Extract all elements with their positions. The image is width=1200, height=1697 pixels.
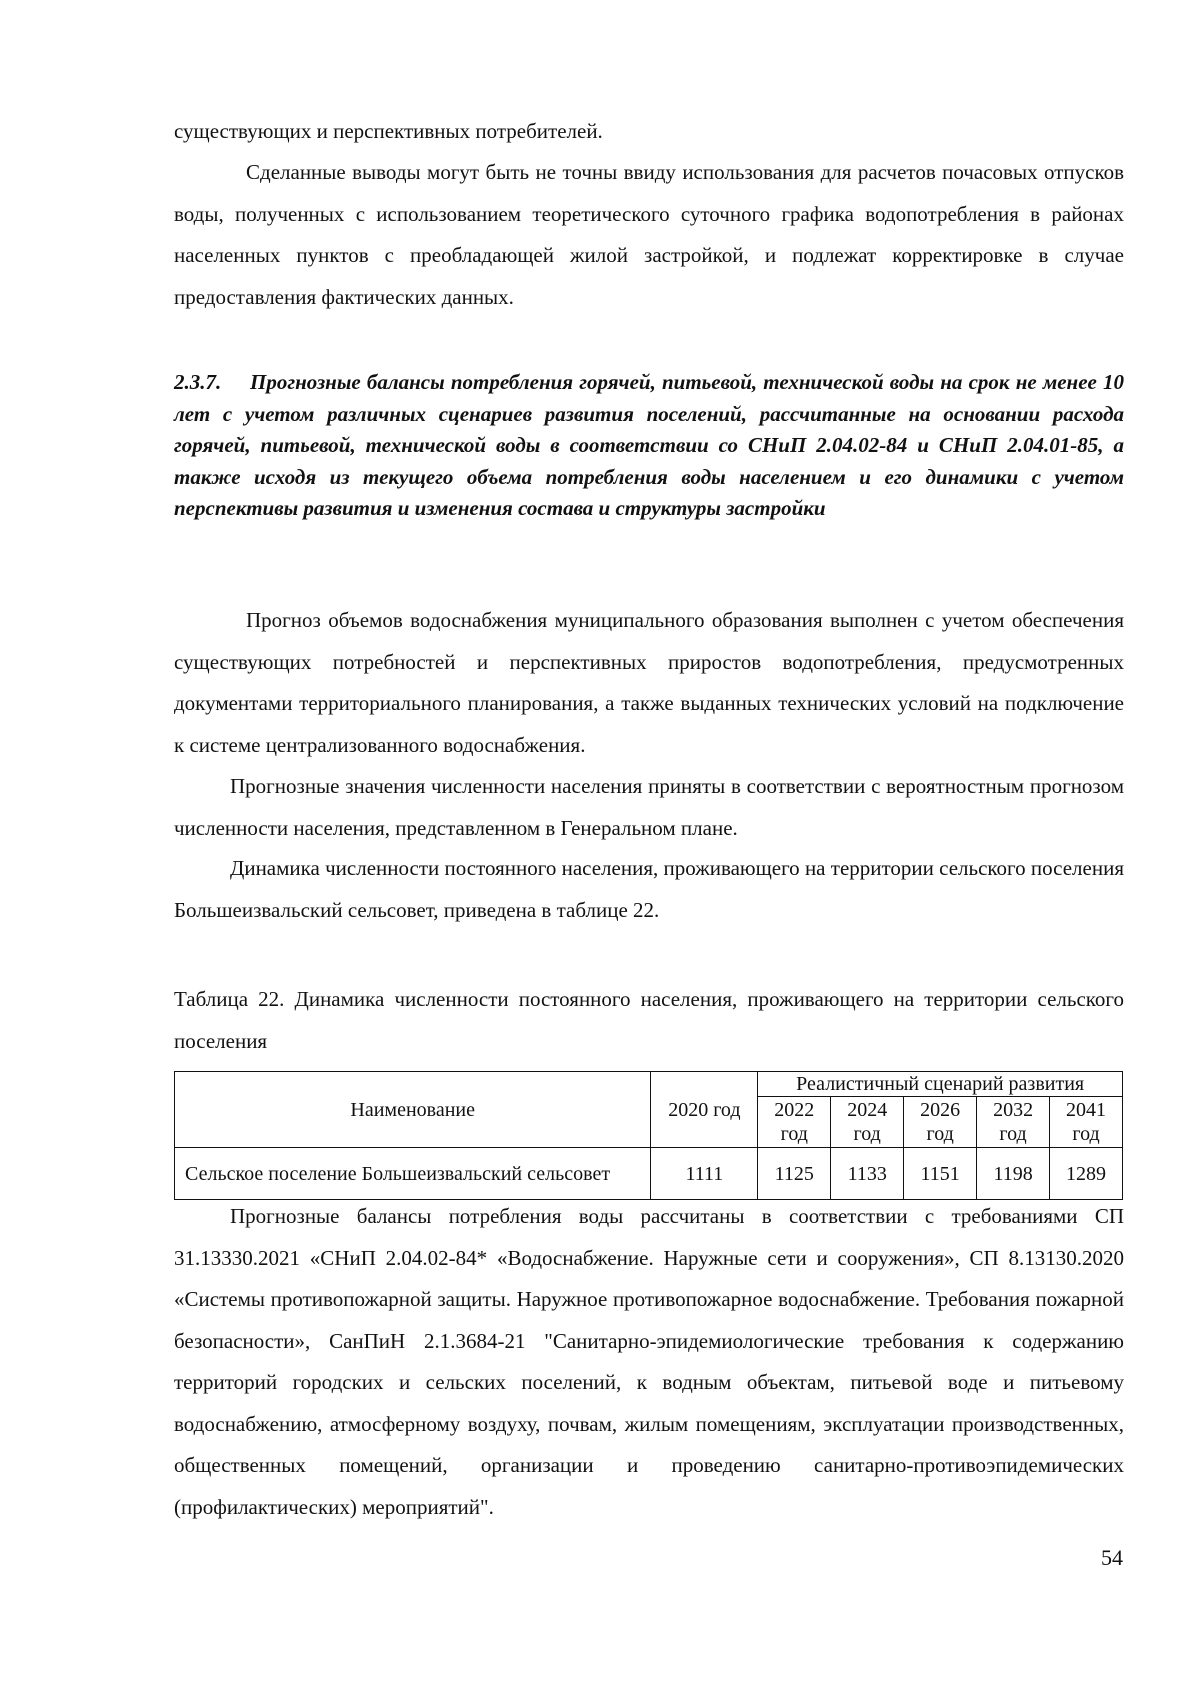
- header-year: 2032 год: [977, 1097, 1050, 1148]
- page-number: 54: [1101, 1545, 1123, 1570]
- row-settlement-name: Сельское поселение Большеизвальский сельсовет: [175, 1148, 651, 1200]
- paragraph-population-dynamics: Динамика численности постоянного населения, проживающего на территории сельского поселения Большеизвальский сельсовет, приведена в таблице 22.: [174, 856, 1124, 922]
- paragraph-conclusions-note: Сделанные выводы могут быть не точны ввиду использования для расчетов почасовых отпусков воды, полученных с использованием теоретического суточного графика водопотребления в районах населенных пунктов с преобладающей жилой застройкой, и подлежат корректировке в случае предоставления фактических данных.: [174, 160, 1124, 309]
- header-year: 2026 год: [904, 1097, 977, 1148]
- header-scenario: Реалистичный сценарий развития: [758, 1072, 1123, 1097]
- paragraph-forecast: Прогноз объемов водоснабжения муниципального образования выполнен с учетом обеспечения существующих потребностей и перспективных приростов водопотребления, предусмотренных документами территориального планирования, а также выданных технических условий на подключение к системе централизованного водоснабжения.: [174, 608, 1124, 757]
- row-value: 1133: [831, 1148, 904, 1200]
- row-value: 1289: [1050, 1148, 1123, 1200]
- header-2020: 2020 год: [651, 1072, 758, 1148]
- header-year: 2024 год: [831, 1097, 904, 1148]
- paragraph-continuation: существующих и перспективных потребителей.: [174, 119, 603, 143]
- row-value: 1198: [977, 1148, 1050, 1200]
- section-heading: [174, 367, 1124, 525]
- table-caption: Таблица 22. Динамика численности постоянного населения, проживающего на территории сельского поселения: [174, 987, 1124, 1053]
- header-year: 2041 год: [1050, 1097, 1123, 1148]
- population-table: [174, 1071, 1123, 1200]
- paragraph-population-values: Прогнозные значения численности населения приняты в соответствии с вероятностным прогнозом численности населения, представленном в Генеральном плане.: [174, 774, 1124, 840]
- row-value: 1151: [904, 1148, 977, 1200]
- row-value: 1125: [758, 1148, 831, 1200]
- section-number: 2.3.7.: [174, 370, 222, 394]
- header-name: Наименование: [175, 1072, 651, 1148]
- table-header-row: [175, 1072, 1123, 1097]
- section-title: Прогнозные балансы потребления горячей, питьевой, технической воды на срок не менее 10 лет с учетом различных сценариев развития поселений, рассчитанные на основании расхода горячей, питьевой, технической воды в соответствии со СНиП 2.04.02-84 и СНиП 2.04.01-85, а также исходя из текущего объема потребления воды населением и его динамики с учетом перспективы развития и изменения состава и структуры застройки: [174, 370, 1124, 520]
- header-year: 2022 год: [758, 1097, 831, 1148]
- row-value-2020: 1111: [651, 1148, 758, 1200]
- paragraph-water-balance: Прогнозные балансы потребления воды рассчитаны в соответствии с требованиями СП 31.13330.2021 «СНиП 2.04.02-84* «Водоснабжение. Наружные сети и сооружения», СП 8.13130.2020 «Системы противопожарной защиты. Наружное противопожарное водоснабжение. Требования пожарной безопасности», СанПиН 2.1.3684-21 "Санитарно-эпидемиологические требования к содержанию территорий городских и сельских поселений, к водным объектам, питьевой воде и питьевому водоснабжению, атмосферному воздуху, почвам, жилым помещениям, эксплуатации производственных, общественных помещений, организации и проведению санитарно-противоэпидемических (профилактических) мероприятий".: [174, 1204, 1124, 1519]
- table-row: [175, 1148, 1123, 1200]
